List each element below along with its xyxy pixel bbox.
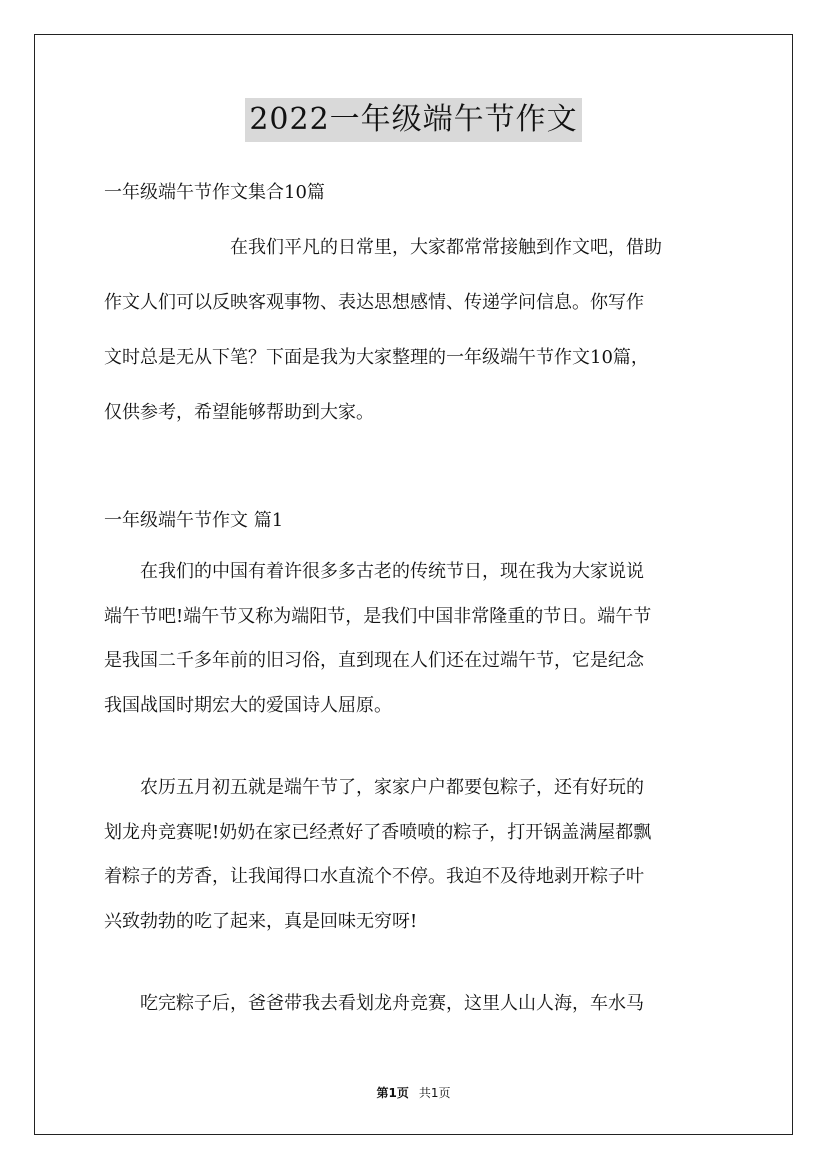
section-heading: 一年级端午节作文 篇1	[104, 510, 284, 531]
intro-paragraph	[104, 228, 726, 448]
paragraph-line: 端午节吧!端午节又称为端阳节，是我们中国非常隆重的节日。端午节	[104, 605, 652, 627]
paragraph-line: 吃完粽子后，爸爸带我去看划龙舟竞赛，这里人山人海，车水马	[104, 993, 644, 1014]
paragraph-3	[104, 987, 726, 1032]
paragraph-line: 农历五月初五就是端午节了，家家户户都要包粽子，还有好玩的	[104, 777, 644, 798]
paragraph-line: 着粽子的芳香，让我闻得口水直流个不停。我迫不及待地剥开粽子叶	[104, 866, 644, 887]
intro-line: 作文人们可以反映客观事物、表达思想感情、传递学问信息。你写作	[104, 292, 644, 313]
paragraph-line: 划龙舟竞赛呢!奶奶在家已经煮好了香喷喷的粽子，打开锅盖满屋都飘	[104, 821, 652, 843]
paragraph-line: 是我国二千多年前的旧习俗，直到现在人们还在过端午节，它是纪念	[104, 650, 644, 671]
page-number: 第1页	[376, 1086, 409, 1100]
intro-line: 在我们平凡的日常里，大家都常常接触到作文吧，借助	[104, 237, 662, 258]
paragraph-1	[104, 555, 726, 733]
intro-line: 文时总是无从下笔？下面是我为大家整理的一年级端午节作文10篇，	[104, 347, 649, 368]
paragraph-2	[104, 771, 726, 949]
title-container	[0, 98, 827, 142]
document-title: 2022一年级端午节作文	[245, 98, 581, 142]
paragraph-line: 在我们的中国有着许很多多古老的传统节日，现在我为大家说说	[104, 561, 644, 582]
document-subtitle: 一年级端午节作文集合10篇	[104, 182, 325, 203]
paragraph-line: 我国战国时期宏大的爱国诗人屈原。	[104, 694, 392, 716]
page-footer	[0, 1084, 827, 1101]
intro-line: 仅供参考，希望能够帮助到大家。	[104, 402, 374, 423]
paragraph-line: 兴致勃勃的吃了起来，真是回味无穷呀!	[104, 910, 418, 932]
page-total: 共1页	[418, 1086, 451, 1100]
